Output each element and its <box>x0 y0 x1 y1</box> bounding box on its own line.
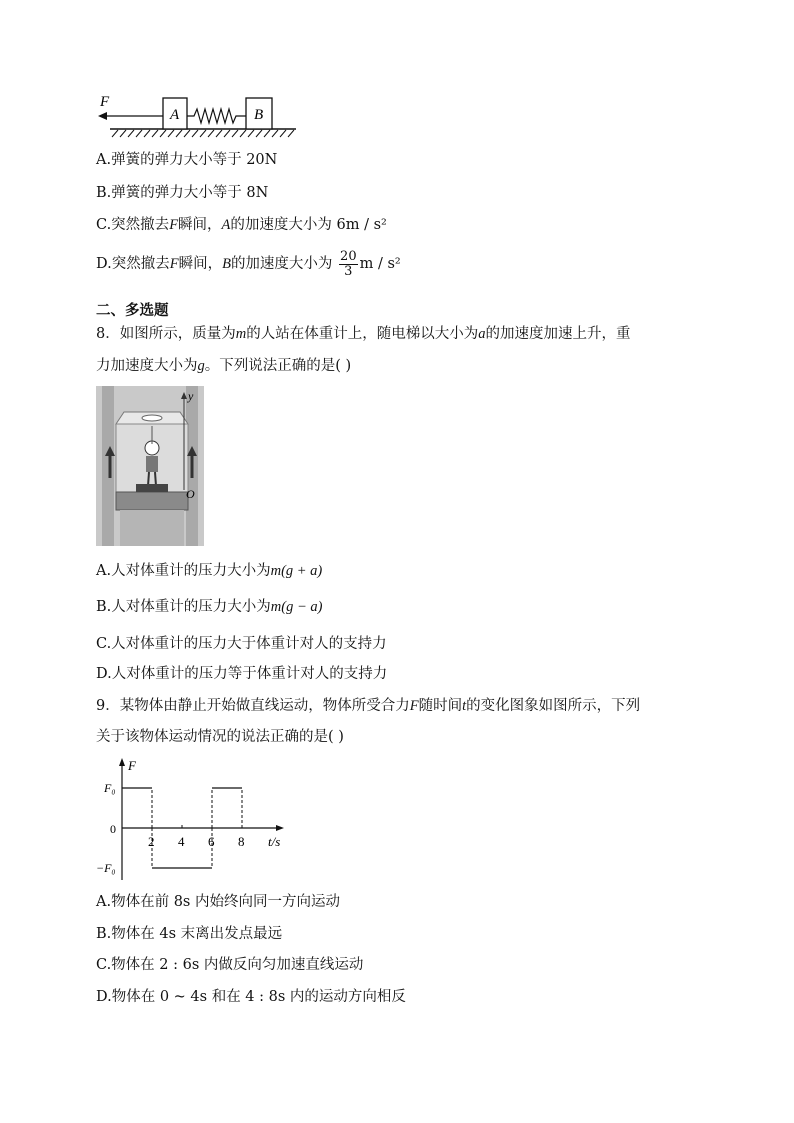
axis-y-label: y <box>188 389 194 403</box>
q8-option-c: C.人对体重计的压力大于体重计对人的支持力 <box>96 636 387 652</box>
force-label: F <box>100 94 110 110</box>
q8-option-a: A.人对体重计的压力大小为m(g + a) <box>96 563 323 579</box>
block-b-label: B <box>254 107 264 123</box>
q9-option-c: C.物体在 2 : 6s 内做反向匀加速直线运动 <box>96 957 364 973</box>
x-tick-label-2: 6 <box>208 834 215 849</box>
q9-option-d: D.物体在 0 ~ 4s 和在 4 : 8s 内的运动方向相反 <box>96 989 406 1005</box>
block-a-label: A <box>170 107 180 123</box>
q9-stem-line2: 关于该物体运动情况的说法正确的是( ) <box>96 729 344 745</box>
y-tick-neg: −F₀ <box>96 861 116 875</box>
x-tick-label-0: 2 <box>148 834 155 849</box>
y-axis-label: F <box>128 758 136 773</box>
q7-option-c: C.突然撤去F瞬间，A的加速度大小为 6m / s² <box>96 217 387 233</box>
q9-option-a: A.物体在前 8s 内始终向同一方向运动 <box>96 894 340 910</box>
fraction: $\frac{20}{3}$ <box>340 248 357 279</box>
spring-blocks-figure <box>96 92 306 144</box>
q8-stem-line1: 8．如图所示，质量为m的人站在体重计上，随电梯以大小为a的加速度加速上升，重 <box>96 326 631 342</box>
elevator-figure <box>96 386 206 548</box>
y-tick-zero: 0 <box>110 822 116 836</box>
q8-option-b: B.人对体重计的压力大小为m(g − a) <box>96 599 323 615</box>
section-title: 二、多选题 <box>96 302 169 319</box>
x-axis-label: t/s <box>268 834 281 849</box>
force-time-chart <box>96 756 296 882</box>
x-tick-label-3: 8 <box>238 834 245 849</box>
q8-option-d: D.人对体重计的压力等于体重计对人的支持力 <box>96 666 388 682</box>
x-tick-label-1: 4 <box>178 834 185 849</box>
q7-option-a: A.弹簧的弹力大小等于 20N <box>96 152 278 168</box>
q7-option-d: D.突然撤去F瞬间，B的加速度大小为 $\frac{20}{3}$ m / s² <box>96 248 401 279</box>
origin-label: O <box>186 487 195 501</box>
q8-stem-line2: 力加速度大小为g。下列说法正确的是( ) <box>96 358 352 374</box>
y-tick-pos: F₀ <box>104 781 116 795</box>
q9-option-b: B.物体在 4s 末离出发点最远 <box>96 926 283 942</box>
q9-stem-line1: 9．某物体由静止开始做直线运动，物体所受合力F随时间t的变化图象如图所示，下列 <box>96 698 641 714</box>
q7-option-b: B.弹簧的弹力大小等于 8N <box>96 185 269 201</box>
